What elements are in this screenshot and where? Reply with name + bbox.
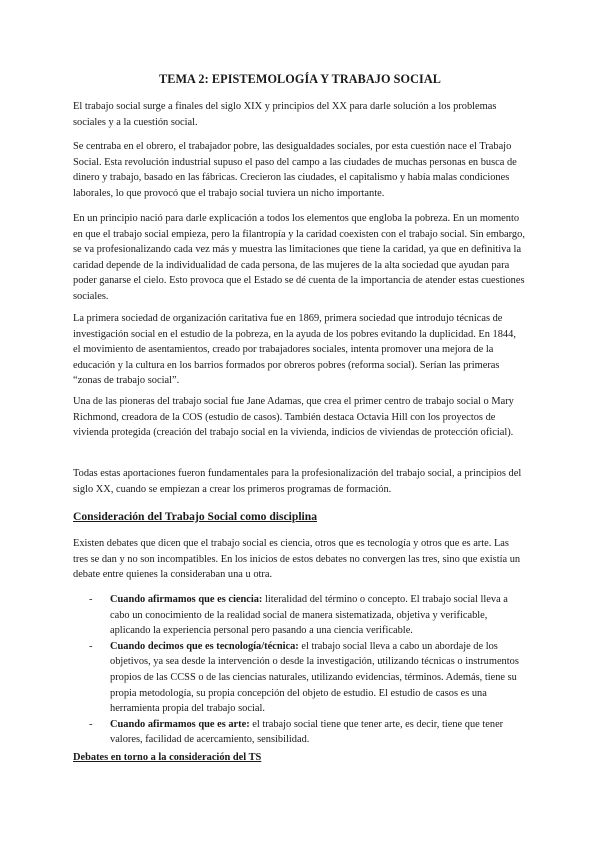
list-item: [73, 717, 525, 748]
section-heading-debates: Debates en torno a la consideración del TS: [73, 752, 262, 763]
document-title: TEMA 2: EPISTEMOLOGÍA Y TRABAJO SOCIAL: [158, 72, 441, 86]
paragraph-pioneers: Una de las pioneras del trabajo social fue Jane Adamas, que crea el primer centro de trabajo social o Mary Richmond, creadora de la COS (estudio de casos). También destaca Octavia Hill con los proyectos de vivienda protegida (creación del trabajo social en la vivienda, indicios de viviendas de protección oficial).: [73, 396, 514, 439]
list-item: [73, 592, 525, 639]
list-item-lead: Cuando afirmamos que es arte:: [110, 718, 250, 730]
paragraph-charity: En un principio nació para darle explicación a todos los elementos que engloba la pobreza. En un momento en que el trabajo social empieza, pero la filantropía y la caridad coexisten con el trabajo social. Sin embargo, se va profesionalizando cada vez más y muestra las limitaciones que tiene la caridad, ya que en definitiva la caridad depende de la individualidad de cada persona, de las mujeres de la alta sociedad que ayudan para poder ganarse el cielo. Esto provoca que el Estado se dé cuenta de la importancia de atender estas cuestiones sociales.: [73, 213, 525, 302]
paragraph-debates-intro: Existen debates que dicen que el trabajo social es ciencia, otros que es tecnología y otros que es arte. Las tres se dan y no son incompatibles. En los inicios de estos debates no convergen las tres, sino que existía un debate entre quienes la consideraban una u otra.: [73, 538, 521, 581]
dash-bullet: -: [89, 594, 93, 605]
list-item-lead: Cuando decimos que es tecnología/técnica:: [110, 640, 299, 652]
paragraph-origins: El trabajo social surge a finales del siglo XIX y principios del XX para darle solución a los problemas sociales y a la cuestión social.: [73, 101, 497, 128]
paragraph-professionalization: Todas estas aportaciones fueron fundamentales para la profesionalización del trabajo social, a principios del siglo XX, cuando se empiezan a crear los primeros programas de formación.: [73, 468, 522, 495]
list-item-text: literalidad del término o concepto. El trabajo social lleva a cabo un conocimiento de la realidad social de manera sistematizada, objetiva y verificable, aplicando la experiencia personal pero pasando a una ciencia verificable.: [110, 594, 508, 637]
list-item-text: el trabajo social tiene que tener arte, es decir, tiene que tener valores, facilidad de acercamiento, sensibilidad.: [110, 718, 504, 746]
list-item-text: el trabajo social lleva a cabo un abordaje de los objetivos, ya sea desde la intervención o desde la investigación, utilizando técnicas o instrumentos propios de las CCSS o de las ciencias naturales, utilizando evidencias, términos. Además, tiene su propia metodología, su propia concepción del objeto de estudio. El estudio de casos es una herramienta propia del trabajo social.: [110, 640, 519, 715]
list-item: [73, 639, 525, 717]
dash-bullet: -: [89, 718, 93, 730]
dash-bullet: -: [89, 640, 93, 652]
discipline-list: [73, 592, 525, 748]
paragraph-industrial-revolution: Se centraba en el obrero, el trabajador pobre, las desigualdades sociales, por esta cuestión nace el Trabajo Social. Esta revolución industrial supuso el paso del campo a las ciudades de muchas personas en busca de dinero y trabajo, basado en las fábricas. Crecieron las ciudades, el capitalismo y había malas condiciones laborales, lo que provocó que el trabajo social tuviera un nicho importante.: [73, 141, 517, 199]
section-heading-discipline: Consideración del Trabajo Social como disciplina: [73, 510, 318, 523]
list-item-lead: Cuando afirmamos que es ciencia:: [110, 594, 263, 605]
paragraph-first-society: La primera sociedad de organización caritativa fue en 1869, primera sociedad que introdujo técnicas de investigación social en el estudio de la pobreza, en la ayuda de los pobres evitando la duplicidad. En 1844, el movimiento de asentamientos, creado por trabajadores sociales, intenta promover una mejora de la educación y la cultura en los barrios formados por obreros pobres (reforma social). Serían las primeras “zonas de trabajo social”.: [73, 313, 516, 387]
